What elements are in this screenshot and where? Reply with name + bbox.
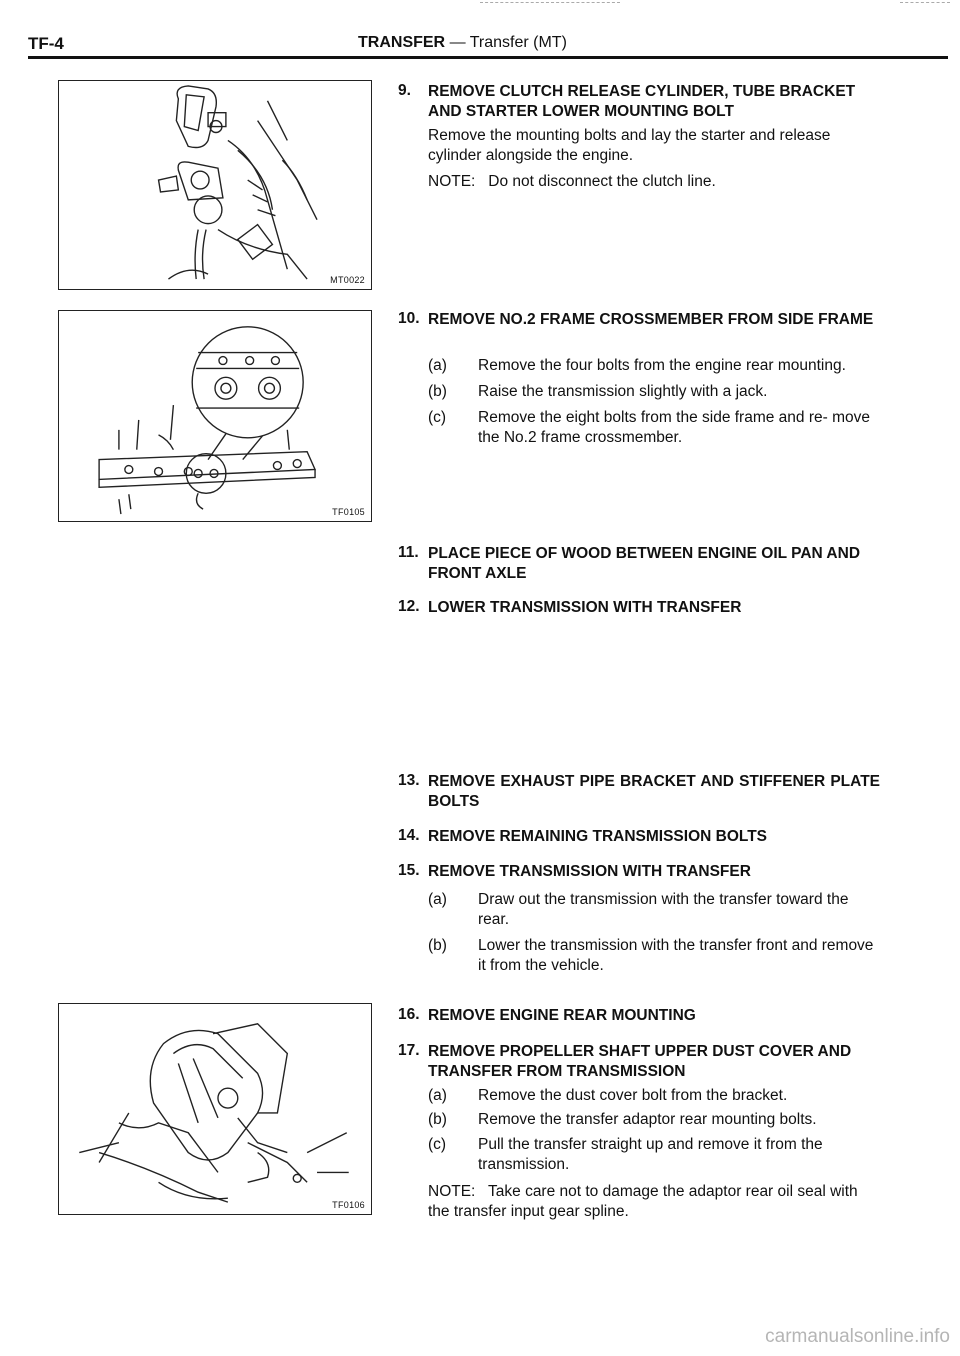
substep-mark: (c) bbox=[428, 1136, 447, 1153]
substep-mark: (a) bbox=[428, 357, 447, 374]
substep-text: Remove the dust cover bolt from the bracket. bbox=[478, 1087, 788, 1104]
step-number: 17. bbox=[398, 1042, 420, 1059]
step-14 bbox=[398, 827, 882, 849]
step-13 bbox=[398, 772, 882, 816]
substep-text: Remove the eight bolts from the side frame and re- move the No.2 frame crossmember. bbox=[478, 409, 870, 446]
substep-text: Draw out the transmission with the transfer toward the rear. bbox=[478, 891, 849, 928]
step-number: 12. bbox=[398, 598, 420, 615]
step-11 bbox=[398, 544, 882, 588]
step-title: REMOVE NO.2 FRAME CROSSMEMBER FROM SIDE FRAME bbox=[428, 311, 874, 328]
step-title: REMOVE PROPELLER SHAFT UPPER DUST COVER AND TRANSFER FROM TRANSMISSION bbox=[428, 1043, 852, 1080]
scan-artifact bbox=[900, 2, 950, 3]
section-name: TRANSFER bbox=[358, 34, 446, 51]
page-number: TF-4 bbox=[28, 34, 64, 53]
substep-mark: (b) bbox=[428, 937, 447, 954]
substep-mark: (b) bbox=[428, 1111, 447, 1128]
crossmember-illustration bbox=[59, 311, 371, 521]
watermark: carmanualsonline.info bbox=[765, 1326, 950, 1347]
header-rule bbox=[28, 56, 948, 59]
step-16 bbox=[398, 1006, 882, 1028]
note-label: NOTE: bbox=[428, 173, 476, 190]
step-number: 10. bbox=[398, 310, 420, 327]
step-12 bbox=[398, 598, 882, 620]
step-title: PLACE PIECE OF WOOD BETWEEN ENGINE OIL PAN AND FRONT AXLE bbox=[428, 545, 861, 582]
figure-crossmember bbox=[58, 310, 372, 522]
separator: — bbox=[449, 34, 466, 51]
substep-mark: (c) bbox=[428, 409, 447, 426]
step-title: LOWER TRANSMISSION WITH TRANSFER bbox=[428, 599, 742, 616]
figure-code: TF0106 bbox=[332, 1200, 365, 1210]
substep-mark: (b) bbox=[428, 383, 447, 400]
step-number: 11. bbox=[398, 544, 419, 561]
step-number: 9. bbox=[398, 82, 411, 99]
step-17 bbox=[398, 1042, 882, 1226]
substep-text: Raise the transmission slightly with a jack. bbox=[478, 383, 768, 400]
substep-text: Lower the transmission with the transfer front and remove it from the vehicle. bbox=[478, 937, 874, 974]
figure-code: MT0022 bbox=[330, 275, 365, 285]
subsection-name: Transfer (MT) bbox=[469, 34, 567, 51]
substep-text: Pull the transfer straight up and remove it from the transmission. bbox=[478, 1136, 823, 1173]
step-number: 15. bbox=[398, 862, 420, 879]
section-title bbox=[358, 34, 567, 52]
scan-artifact bbox=[480, 2, 620, 3]
transfer-illustration bbox=[59, 1004, 371, 1214]
substep-text: Remove the four bolts from the engine rear mounting. bbox=[478, 357, 846, 374]
figure-clutch-release-cylinder bbox=[58, 80, 372, 290]
step-15 bbox=[398, 862, 882, 982]
clutch-cylinder-illustration bbox=[59, 81, 371, 289]
figure-code: TF0105 bbox=[332, 507, 365, 517]
step-9 bbox=[398, 82, 882, 192]
step-number: 16. bbox=[398, 1006, 420, 1023]
step-title: REMOVE REMAINING TRANSMISSION BOLTS bbox=[428, 828, 768, 845]
figure-transfer-removal bbox=[58, 1003, 372, 1215]
step-number: 14. bbox=[398, 827, 420, 844]
step-note bbox=[428, 1182, 880, 1222]
step-number: 13. bbox=[398, 772, 420, 789]
note-text: Do not disconnect the clutch line. bbox=[488, 173, 716, 190]
substep-mark: (a) bbox=[428, 1087, 447, 1104]
note-label: NOTE: bbox=[428, 1183, 476, 1200]
step-10 bbox=[398, 310, 882, 470]
step-body: Remove the mounting bolts and lay the starter and release cylinder alongside the engine. bbox=[428, 127, 831, 164]
note-text: Take care not to damage the adaptor rear oil seal with the transfer input gear spline. bbox=[428, 1183, 858, 1220]
step-title: REMOVE TRANSMISSION WITH TRANSFER bbox=[428, 863, 751, 880]
step-title: REMOVE CLUTCH RELEASE CYLINDER, TUBE BRACKET AND STARTER LOWER MOUNTING BOLT bbox=[428, 83, 856, 120]
step-title: REMOVE EXHAUST PIPE BRACKET AND STIFFENER PLATE BOLTS bbox=[428, 773, 880, 810]
substep-text: Remove the transfer adaptor rear mounting bolts. bbox=[478, 1111, 817, 1128]
step-title: REMOVE ENGINE REAR MOUNTING bbox=[428, 1007, 696, 1024]
substep-mark: (a) bbox=[428, 891, 447, 908]
step-note bbox=[428, 172, 880, 192]
